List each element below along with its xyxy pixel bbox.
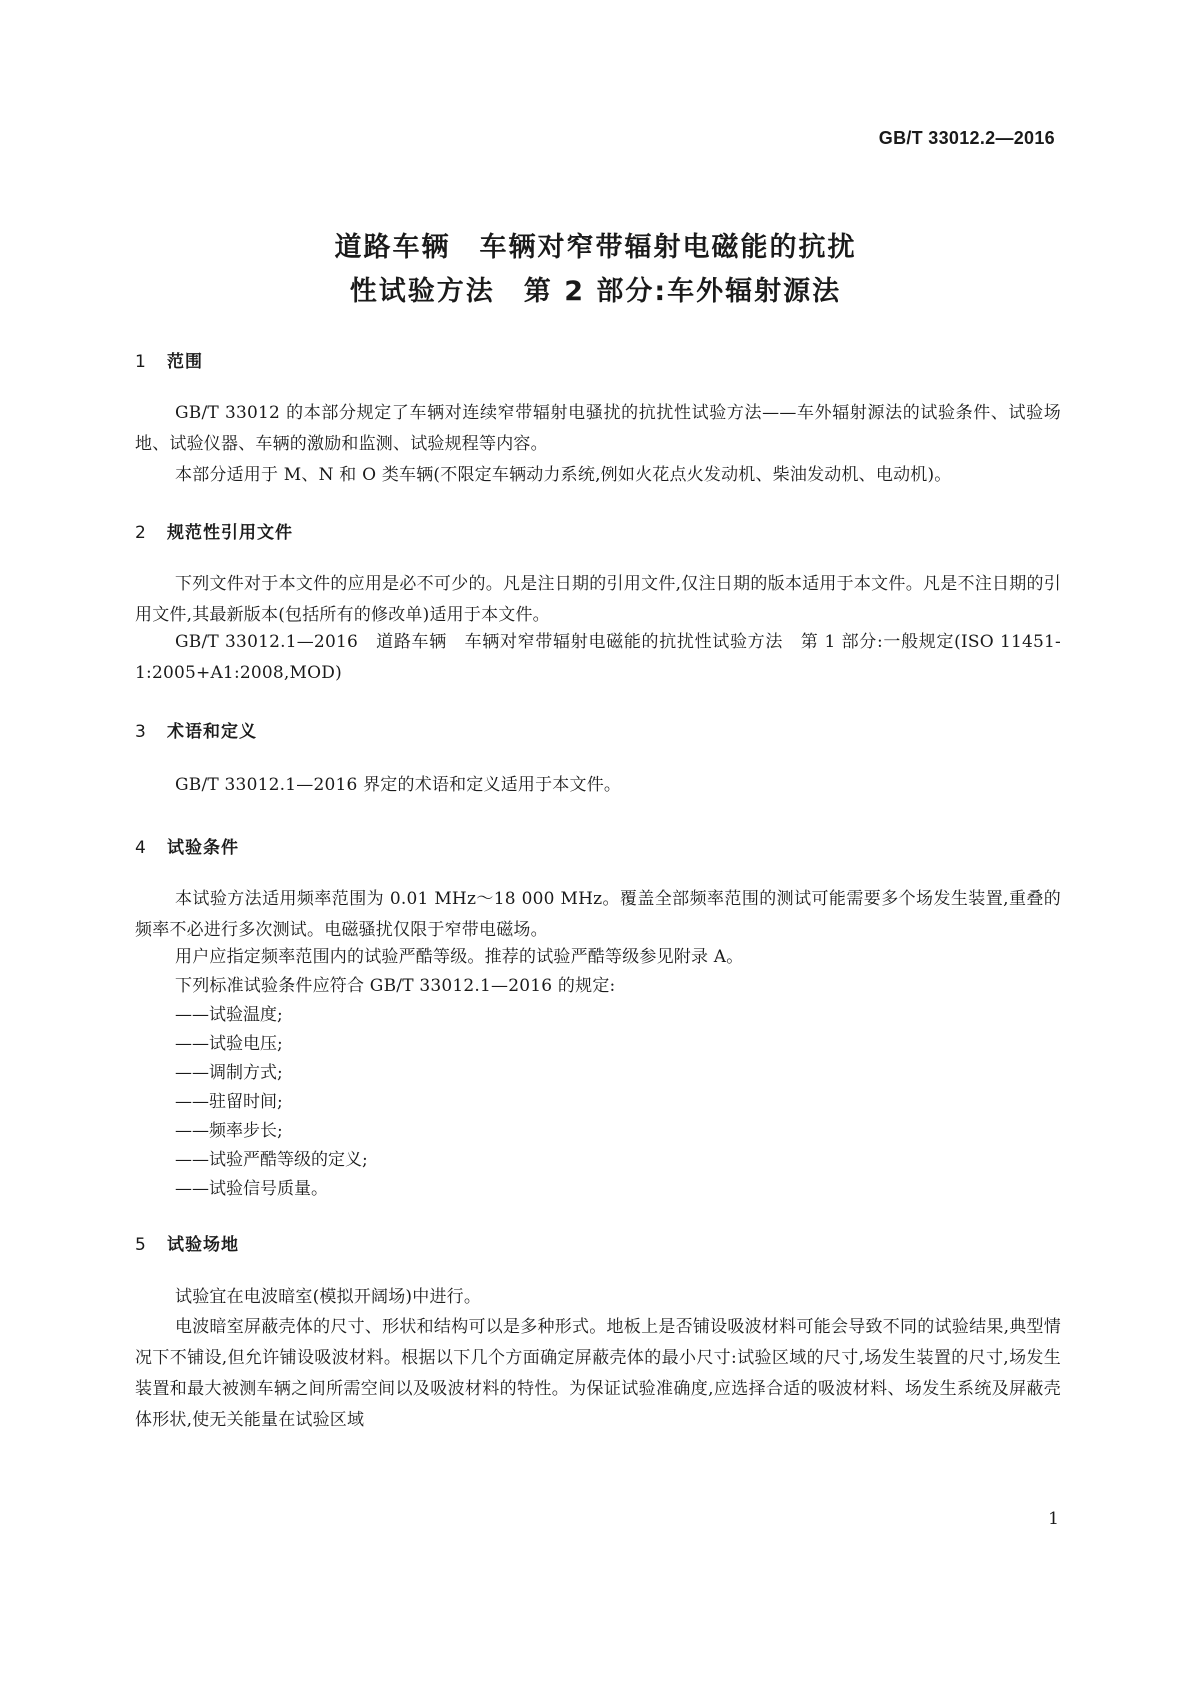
section-number: 1	[135, 352, 147, 372]
section-4-paragraph-1: 本试验方法适用频率范围为 0.01 MHz～18 000 MHz。覆盖全部频率范围的测试可能需要多个场发生装置,重叠的频率不必进行多次测试。电磁骚扰仅限于窄带电磁场。	[135, 889, 1061, 940]
section-1-paragraph-2: 本部分适用于 M、N 和 O 类车辆(不限定车辆动力系统,例如火花点火发动机、柴油发动机、电动机)。	[175, 465, 952, 485]
section-number: 4	[135, 838, 147, 858]
section-3-paragraph-1: GB/T 33012.1—2016 界定的术语和定义适用于本文件。	[175, 775, 622, 795]
title-line-1: 道路车辆 车辆对窄带辐射电磁能的抗扰	[334, 232, 857, 263]
section-4-paragraph-3: 下列标准试验条件应符合 GB/T 33012.1—2016 的规定:	[175, 976, 616, 996]
list-item: ——试验严酷等级的定义;	[175, 1150, 368, 1170]
test-conditions-list	[175, 1001, 975, 1204]
title-line-2: 性试验方法 第 2 部分:车外辐射源法	[349, 276, 842, 307]
list-item: ——试验温度;	[175, 1005, 283, 1025]
standard-code: GB/T 33012.2—2016	[878, 128, 1055, 148]
section-number: 5	[135, 1235, 147, 1255]
section-2-heading	[135, 518, 293, 543]
section-1-heading	[135, 347, 203, 372]
section-4-paragraph-2: 用户应指定频率范围内的试验严酷等级。推荐的试验严酷等级参见附录 A。	[175, 947, 744, 967]
list-item: ——频率步长;	[175, 1121, 283, 1141]
section-title: 试验条件	[167, 838, 239, 858]
section-2-paragraph-1: 下列文件对于本文件的应用是必不可少的。凡是注日期的引用文件,仅注日期的版本适用于本文件。凡是不注日期的引用文件,其最新版本(包括所有的修改单)适用于本文件。	[135, 574, 1061, 625]
section-5-heading	[135, 1230, 239, 1255]
list-item: ——调制方式;	[175, 1063, 283, 1083]
document-title	[0, 226, 1191, 314]
section-number: 2	[135, 523, 147, 543]
section-2-reference: GB/T 33012.1—2016 道路车辆 车辆对窄带辐射电磁能的抗扰性试验方法 第 1 部分:一般规定(ISO 11451-1:2005+A1:2008,MOD)	[135, 632, 1061, 683]
page-number: 1	[1048, 1509, 1059, 1529]
section-title: 术语和定义	[167, 722, 257, 742]
section-4-heading	[135, 833, 239, 858]
section-5-paragraph-2: 电波暗室屏蔽壳体的尺寸、形状和结构可以是多种形式。地板上是否铺设吸波材料可能会导致不同的试验结果,典型情况下不铺设,但允许铺设吸波材料。根据以下几个方面确定屏蔽壳体的最小尺寸:试验区域的尺寸,场发生装置的尺寸,场发生装置和最大被测车辆之间所需空间以及吸波材料的特性。为保证试验准确度,应选择合适的吸波材料、场发生系统及屏蔽壳体形状,使无关能量在试验区域	[135, 1317, 1061, 1430]
section-number: 3	[135, 722, 147, 742]
section-title: 范围	[167, 352, 203, 372]
list-item: ——驻留时间;	[175, 1092, 283, 1112]
list-item: ——试验电压;	[175, 1034, 283, 1054]
list-item: ——试验信号质量。	[175, 1179, 328, 1199]
section-1-paragraph-1: GB/T 33012 的本部分规定了车辆对连续窄带辐射电骚扰的抗扰性试验方法——车外辐射源法的试验条件、试验场地、试验仪器、车辆的激励和监测、试验规程等内容。	[135, 403, 1061, 454]
section-3-heading	[135, 717, 257, 742]
section-5-paragraph-1: 试验宜在电波暗室(模拟开阔场)中进行。	[175, 1287, 482, 1307]
section-title: 试验场地	[167, 1235, 239, 1255]
section-title: 规范性引用文件	[167, 523, 293, 543]
